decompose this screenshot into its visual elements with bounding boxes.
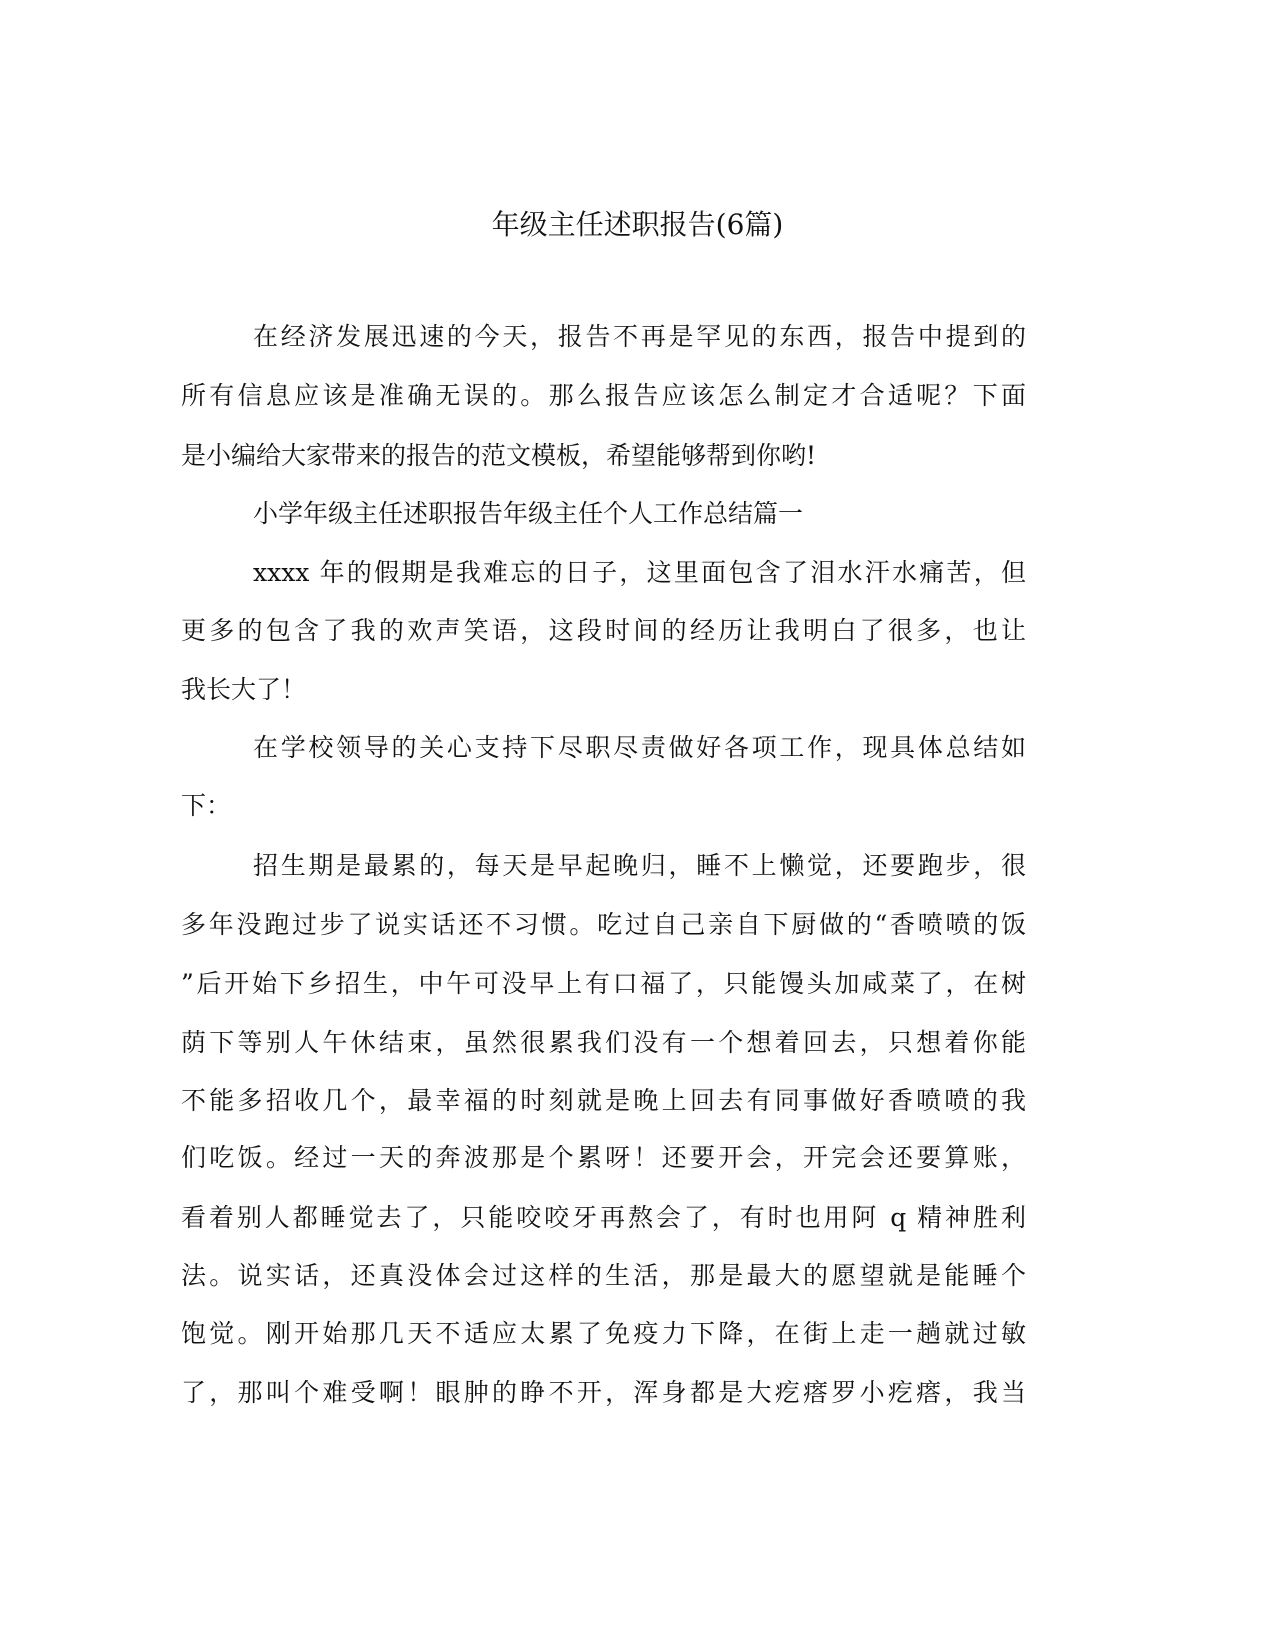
paragraph-line: 在学校领导的关心支持下尽职尽责做好各项工作，现具体总结如 [253, 733, 1026, 762]
section-heading: 小学年级主任述职报告年级主任个人工作总结篇一 [253, 499, 804, 528]
paragraph-line: 多年没跑过步了说实话还不习惯。吃过自己亲自下厨做的“香喷喷的饭 [181, 910, 1026, 939]
paragraph-line: 看着别人都睡觉去了，只能咬咬牙再熬会了，有时也用阿 q 精神胜利 [181, 1203, 1026, 1232]
paragraph-line: 下： [181, 791, 232, 820]
paragraph-line: 招生期是最累的，每天是早起晚归，睡不上懒觉，还要跑步，很 [253, 851, 1026, 880]
paragraph-line: 饱觉。刚开始那几天不适应太累了免疫力下降，在街上走一趟就过敏 [181, 1319, 1026, 1348]
document-title: 年级主任述职报告(6篇) [491, 208, 784, 241]
paragraph-line: 法。说实话，还真没体会过这样的生活，那是最大的愿望就是能睡个 [181, 1261, 1026, 1290]
paragraph-line: 们吃饭。经过一天的奔波那是个累呀！还要开会，开完会还要算账， [181, 1143, 1026, 1172]
paragraph-line: 荫下等别人午休结束，虽然很累我们没有一个想着回去，只想着你能 [181, 1028, 1026, 1057]
paragraph-line: 更多的包含了我的欢声笑语，这段时间的经历让我明白了很多，也让 [181, 616, 1026, 645]
paragraph-line: xxxx 年的假期是我难忘的日子，这里面包含了泪水汗水痛苦，但 [253, 558, 1026, 587]
paragraph-line: 在经济发展迅速的今天，报告不再是罕见的东西，报告中提到的 [253, 322, 1026, 351]
paragraph-line: 是小编给大家带来的报告的范文模板，希望能够帮到你哟! [181, 441, 817, 470]
paragraph-line: ”后开始下乡招生，中午可没早上有口福了，只能馒头加咸菜了，在树 [181, 969, 1026, 998]
paragraph-line: 了，那叫个难受啊！眼肿的睁不开，浑身都是大疙瘩罗小疙瘩，我当 [181, 1378, 1026, 1407]
paragraph-line: 所有信息应该是准确无误的。那么报告应该怎么制定才合适呢？下面 [181, 381, 1026, 410]
paragraph-line: 不能多招收几个，最幸福的时刻就是晚上回去有同事做好香喷喷的我 [181, 1086, 1026, 1115]
paragraph-line: 我长大了！ [181, 675, 307, 704]
